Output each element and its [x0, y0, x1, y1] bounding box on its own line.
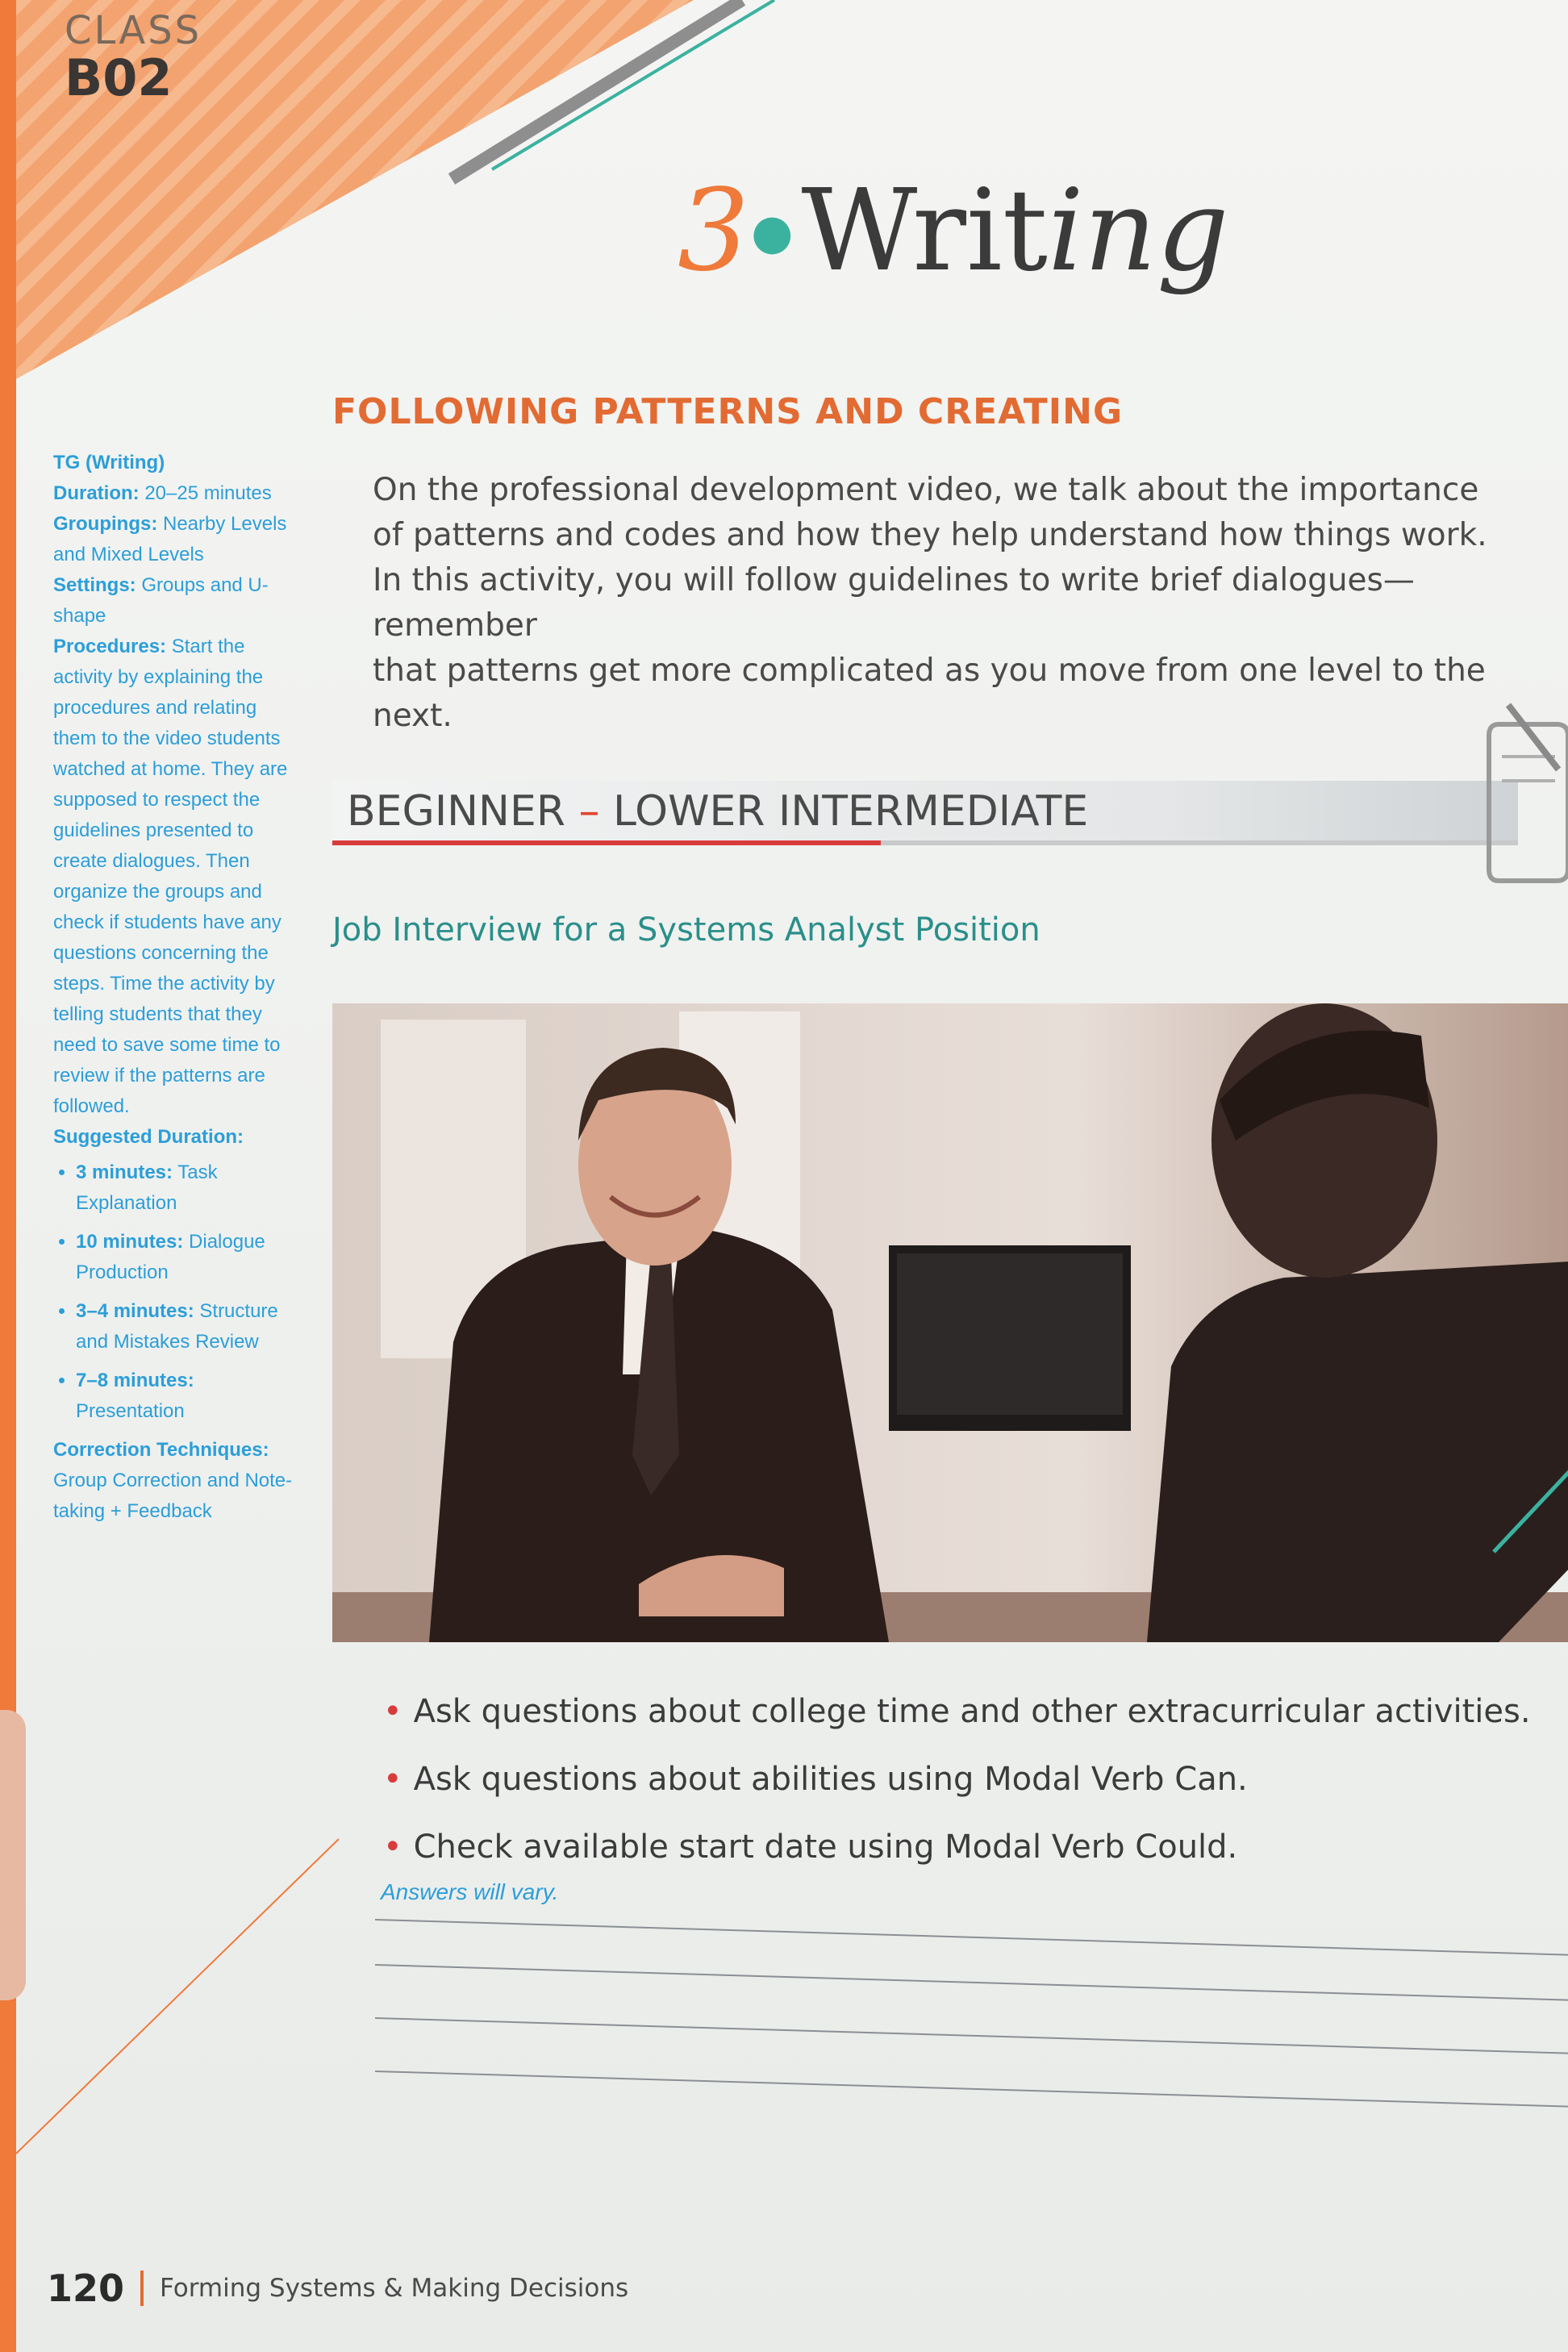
intro-line: of patterns and codes and how they help understand how things work. — [373, 517, 1487, 553]
level-banner — [332, 781, 1566, 852]
notepad-pencil-icon — [1484, 700, 1568, 894]
section-dot-icon: ● — [751, 204, 794, 261]
class-badge — [65, 8, 202, 107]
sidebar-correction: Correction Techniques: Group Correction and Note-taking + Feedback — [53, 1439, 293, 1522]
intro-line: On the professional development video, we talk about the importance — [373, 472, 1479, 508]
list-item: • 3–4 minutes: Structure and Mistakes Review — [76, 1296, 295, 1357]
list-item: • Check available start date using Modal Verb Could. — [383, 1813, 1568, 1881]
footer-text: Forming Systems & Making Decisions — [160, 2274, 629, 2303]
section-title-start: Writ — [801, 165, 1049, 297]
answers-note: Answers will vary. — [381, 1879, 559, 1904]
teacher-guide-sidebar — [53, 448, 295, 1527]
task-list — [383, 1678, 1568, 1881]
orange-diagonal-line — [16, 1823, 355, 2162]
job-interview-photo — [332, 1003, 1568, 1642]
level-part2: LOWER INTERMEDIATE — [613, 787, 1089, 836]
list-item: • 3 minutes: Task Explanation — [76, 1157, 295, 1219]
sidebar-settings: Settings: Groups and U-shape — [53, 574, 269, 627]
section-heading: FOLLOWING PATTERNS AND CREATING — [332, 391, 1124, 432]
level-text — [347, 787, 1088, 836]
page-number: 120 — [47, 2267, 125, 2310]
list-item: • 10 minutes: Dialogue Production — [76, 1227, 295, 1288]
intro-line: In this activity, you will follow guidelines to write brief dialogues—remember — [373, 562, 1415, 644]
suggested-duration-list — [53, 1157, 295, 1427]
page-footer — [47, 2267, 628, 2310]
sidebar-suggested-label: Suggested Duration: — [53, 1126, 244, 1148]
thumb-holding-page — [0, 1710, 26, 2000]
sidebar-duration: Duration: 20–25 minutes — [53, 482, 272, 504]
list-item: • Ask questions about abilities using Modal Verb Can. — [383, 1745, 1568, 1813]
sidebar-groupings: Groupings: Nearby Levels and Mixed Levels — [53, 513, 287, 565]
footer-separator — [140, 2271, 144, 2306]
sidebar-procedures: Procedures: Start the activity by explaining the procedures and relating them to the video students watched at home. They are supposed to respect the guidelines presented to create dialogues. Then organize the groups and check if students have any questions concerning the steps. Time the activity by telling students that they need to save some time to review if the patterns are followed. — [53, 636, 288, 1117]
class-label: CLASS — [65, 8, 202, 53]
list-item: • Ask questions about college time and other extracurricular activities. — [383, 1678, 1568, 1745]
section-title — [678, 165, 1229, 297]
answer-lines — [375, 1912, 1568, 2113]
intro-line: that patterns get more complicated as you move from one level to the next. — [373, 653, 1486, 734]
level-dash: – — [565, 787, 614, 836]
section-title-end: ing — [1048, 165, 1229, 297]
sidebar-header: TG (Writing) — [53, 452, 165, 473]
class-code: B02 — [65, 48, 173, 107]
list-item: • 7–8 minutes: Presentation — [76, 1366, 295, 1427]
textbook-page — [16, 0, 1568, 2352]
intro-paragraph — [373, 468, 1542, 739]
level-part1: BEGINNER — [347, 787, 565, 836]
section-number: 3 — [678, 165, 750, 297]
activity-title: Job Interview for a Systems Analyst Position — [332, 911, 1040, 949]
